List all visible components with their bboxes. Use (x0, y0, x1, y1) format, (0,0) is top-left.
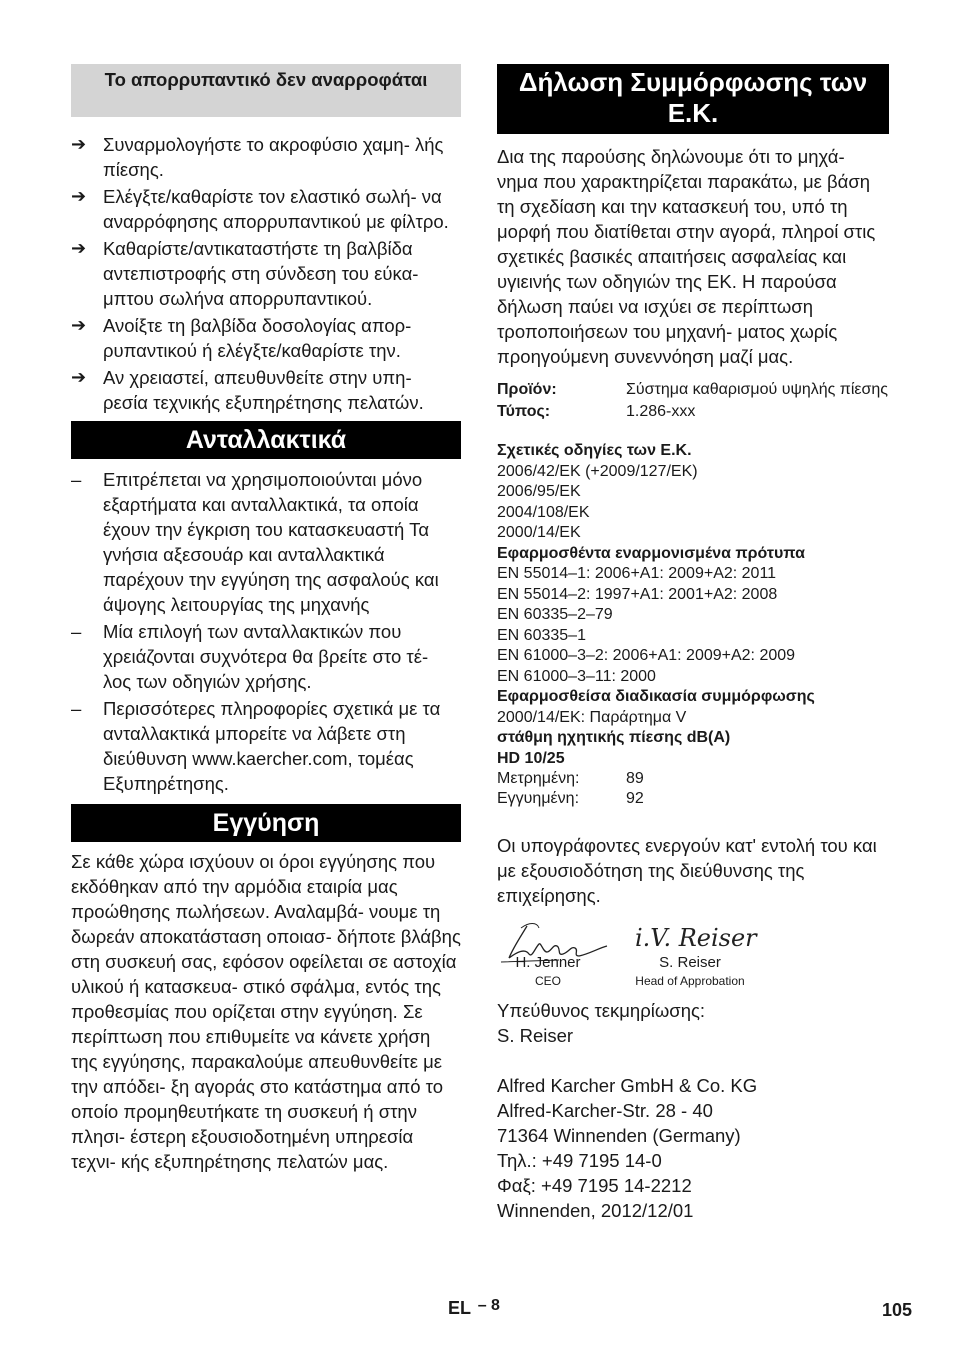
page-number: 105 (881, 1300, 912, 1320)
signatory-name: S. Reiser (659, 954, 721, 971)
signatory-name: H. Jenner (515, 954, 581, 971)
directives-block (497, 441, 889, 809)
dash-bullet: – (71, 621, 82, 642)
standard-item: EN 60335–1 (497, 626, 586, 644)
spares-heading: Ανταλλακτικά (71, 421, 461, 459)
standard-item: EN 55014–1: 2006+A1: 2009+A2: 2011 (497, 565, 777, 582)
standard-item: EN 61000–3–11: 2000 (497, 667, 656, 685)
list-item: ➔ Καθαρίστε/αντικαταστήστε τη βαλβίδα αντεπιστροφής στη σύνδεση του εύκα- μπτου σωλήνα απορρυπαντικού. (71, 238, 419, 309)
signatory-role: CEO (534, 974, 561, 988)
list-item: – Μία επιλογή των ανταλλακτικών που χρειάζονται συχνότερα θα βρείτε στο τέ- λος των οδηγιών χρήσης. (71, 621, 429, 692)
address-line: Τηλ.: +49 7195 14-0 (497, 1150, 662, 1171)
detergent-box-title: Το απορρυπαντικό δεν αναρροφάται (71, 64, 461, 117)
standard-item: EN 60335–2–79 (497, 606, 613, 623)
procedure-title: Εφαρμοσθείσα διαδικασία συμμόρφωσης (497, 688, 815, 705)
doc-resp-name: S. Reiser (497, 1025, 574, 1046)
list-item: – Περισσότερες πληροφορίες σχετικά με τα ανταλλακτικά μπορείτε να λάβετε στη διεύθυνση www.kaercher.com, τομέας Εξυπηρέτησης. (71, 698, 441, 794)
declaration-heading: Δήλωση Συμμόρφωσης των Ε.Κ. (497, 64, 889, 134)
type-row (497, 401, 889, 423)
warranty-heading: Εγγύηση (71, 804, 461, 842)
address-line: Φαξ: +49 7195 14-2212 (497, 1175, 692, 1196)
directives-title: Σχετικές οδηγίες των Ε.Κ. (497, 442, 692, 459)
noise-title: στάθμη ηχητικής πίεσης dB(A) (497, 729, 731, 746)
guaranteed-label: Εγγυημένη: (497, 790, 580, 807)
company-address (497, 1073, 889, 1223)
product-row (497, 379, 889, 401)
product-info (497, 379, 889, 423)
guaranteed-value: 92 (626, 790, 644, 807)
dash-bullet: – (71, 469, 82, 490)
arrow-right-icon: ➔ (71, 238, 87, 258)
arrow-right-icon: ➔ (71, 134, 87, 154)
right-column (497, 64, 889, 1223)
directive-item: 2006/42/EK (+2009/127/EK) (497, 462, 698, 480)
standard-item: EN 55014–2: 1997+A1: 2001+A2: 2008 (497, 585, 778, 603)
directive-item: 2006/95/EK (497, 483, 581, 500)
directive-item: 2000/14/EK (497, 524, 581, 541)
type-label: Τύπος: (497, 403, 551, 420)
warranty-text: Σε κάθε χώρα ισχύουν οι όροι εγγύησης που εκδόθηκαν από την αρμόδια εταιρία μας προώθησης πωλήσεων. Αναλαμβά- νουμε τη δωρεάν αποκατάσταση οποιασ- δήποτε βλάβης στη συσκευή σας, εφόσον οφείλεται σε αστοχία υλικού ή κατασκευα- στικό σφάλμα, εντός της προθεσμίας που ορίζεται στην εγγύηση. Σε περίπτωση που επιθυμείτε να κάνετε χρήση της εγγύησης, παρακαλούμε απευθυνθείτε με την απόδει- ξη αγοράς στο κατάστημα από το οποίο προμηθευτήκατε τη συσκευή ή στην πλησι- έστερη εξουσιοδοτημένη υπηρεσία τεχνι- κής εξυπηρέτησης πελατών μας. (71, 851, 461, 1172)
signature-area (497, 926, 889, 1006)
signatories-text: Οι υπογράφοντες ενεργούν κατ' εντολή του και με εξουσιοδότηση της διεύθυνσης της επιχείρησης. (497, 835, 877, 906)
product-value: Σύστημα καθαρισμού υψηλής πίεσης (626, 381, 889, 398)
detergent-steps-list (71, 132, 461, 415)
standard-item: EN 61000–3–2: 2006+A1: 2009+A2: 2009 (497, 647, 796, 664)
dash-bullet: – (71, 698, 82, 719)
model-name: HD 10/25 (497, 749, 565, 767)
list-item: – Επιτρέπεται να χρησιμοποιούνται μόνο εξαρτήματα και ανταλλακτικά, τα οποία έχουν την έγκριση του κατασκευαστή Τα γνήσια αξεσουάρ και ανταλλακτικά παρέχουν την εγγύηση της ασφαλούς και άψογης λειτουργίας της μηχανής (71, 469, 439, 615)
footer-language (448, 1298, 500, 1319)
signatory-role: Head of Approbation (635, 974, 745, 988)
address-line: Alfred Karcher GmbH & Co. KG (497, 1075, 758, 1096)
address-line: 71364 Winnenden (Germany) (497, 1125, 741, 1146)
signature-reiser-text: i.V. Reiser (635, 924, 757, 952)
doc-resp-label: Υπεύθυνος τεκμηρίωσης: (497, 1000, 706, 1021)
procedure-value: 2000/14/EK: Παράρτημα V (497, 708, 687, 726)
standards-title: Εφαρμοσθέντα εναρμονισμένα πρότυπα (497, 544, 805, 562)
arrow-right-icon: ➔ (71, 315, 87, 335)
measured-label: Μετρημένη: (497, 770, 580, 787)
address-line: Alfred-Karcher-Str. 28 - 40 (497, 1100, 713, 1121)
guaranteed-row (497, 789, 889, 809)
language-code: EL (448, 1298, 471, 1318)
list-item: ➔ Ελέγξτε/καθαρίστε τον ελαστικό σωλή- να αναρρόφησης απορρυπαντικού με φίλτρο. (71, 186, 449, 232)
directive-item: 2004/108/EK (497, 503, 590, 521)
spares-list (71, 467, 461, 796)
left-column (71, 64, 461, 1174)
list-item: ➔ Αν χρειαστεί, απευθυνθείτε στην υπη- ρεσία τεχνικής εξυπηρέτησης πελατών. (71, 367, 424, 413)
arrow-right-icon: ➔ (71, 367, 87, 387)
product-label: Προϊόν: (497, 381, 557, 398)
list-item: ➔ Συναρμολογήστε το ακροφύσιο χαμη- λής πίεσης. (71, 134, 444, 180)
measured-row (497, 769, 889, 789)
declaration-intro: Δια της παρούσης δηλώνουμε ότι το μηχά- νημα που χαρακτηρίζεται παρακάτω, με βάση τη σχεδίαση και την κατασκευή του, υπό τη μορφή που διατίθεται στην αγορά, πληροί στις σχετικές βασικές απαιτήσεις ασφαλείας και υγιεινής των οδηγιών της ΕΚ. Η παρούσα δήλωση παύει να ισχύει σε περίπτωση τροποποιήσεων του μηχανή- ματος χωρίς προηγούμενη συνεννόηση μαζί μας. (497, 146, 876, 367)
type-value: 1.286-xxx (626, 403, 696, 420)
arrow-right-icon: ➔ (71, 186, 87, 206)
list-item: ➔ Ανοίξτε τη βαλβίδα δοσολογίας απορ- ρυπαντικού ή ελέγξτε/καθαρίστε την. (71, 315, 412, 361)
measured-value: 89 (626, 770, 644, 787)
section-page: – 8 (477, 1297, 500, 1314)
address-line: Winnenden, 2012/12/01 (497, 1200, 694, 1221)
